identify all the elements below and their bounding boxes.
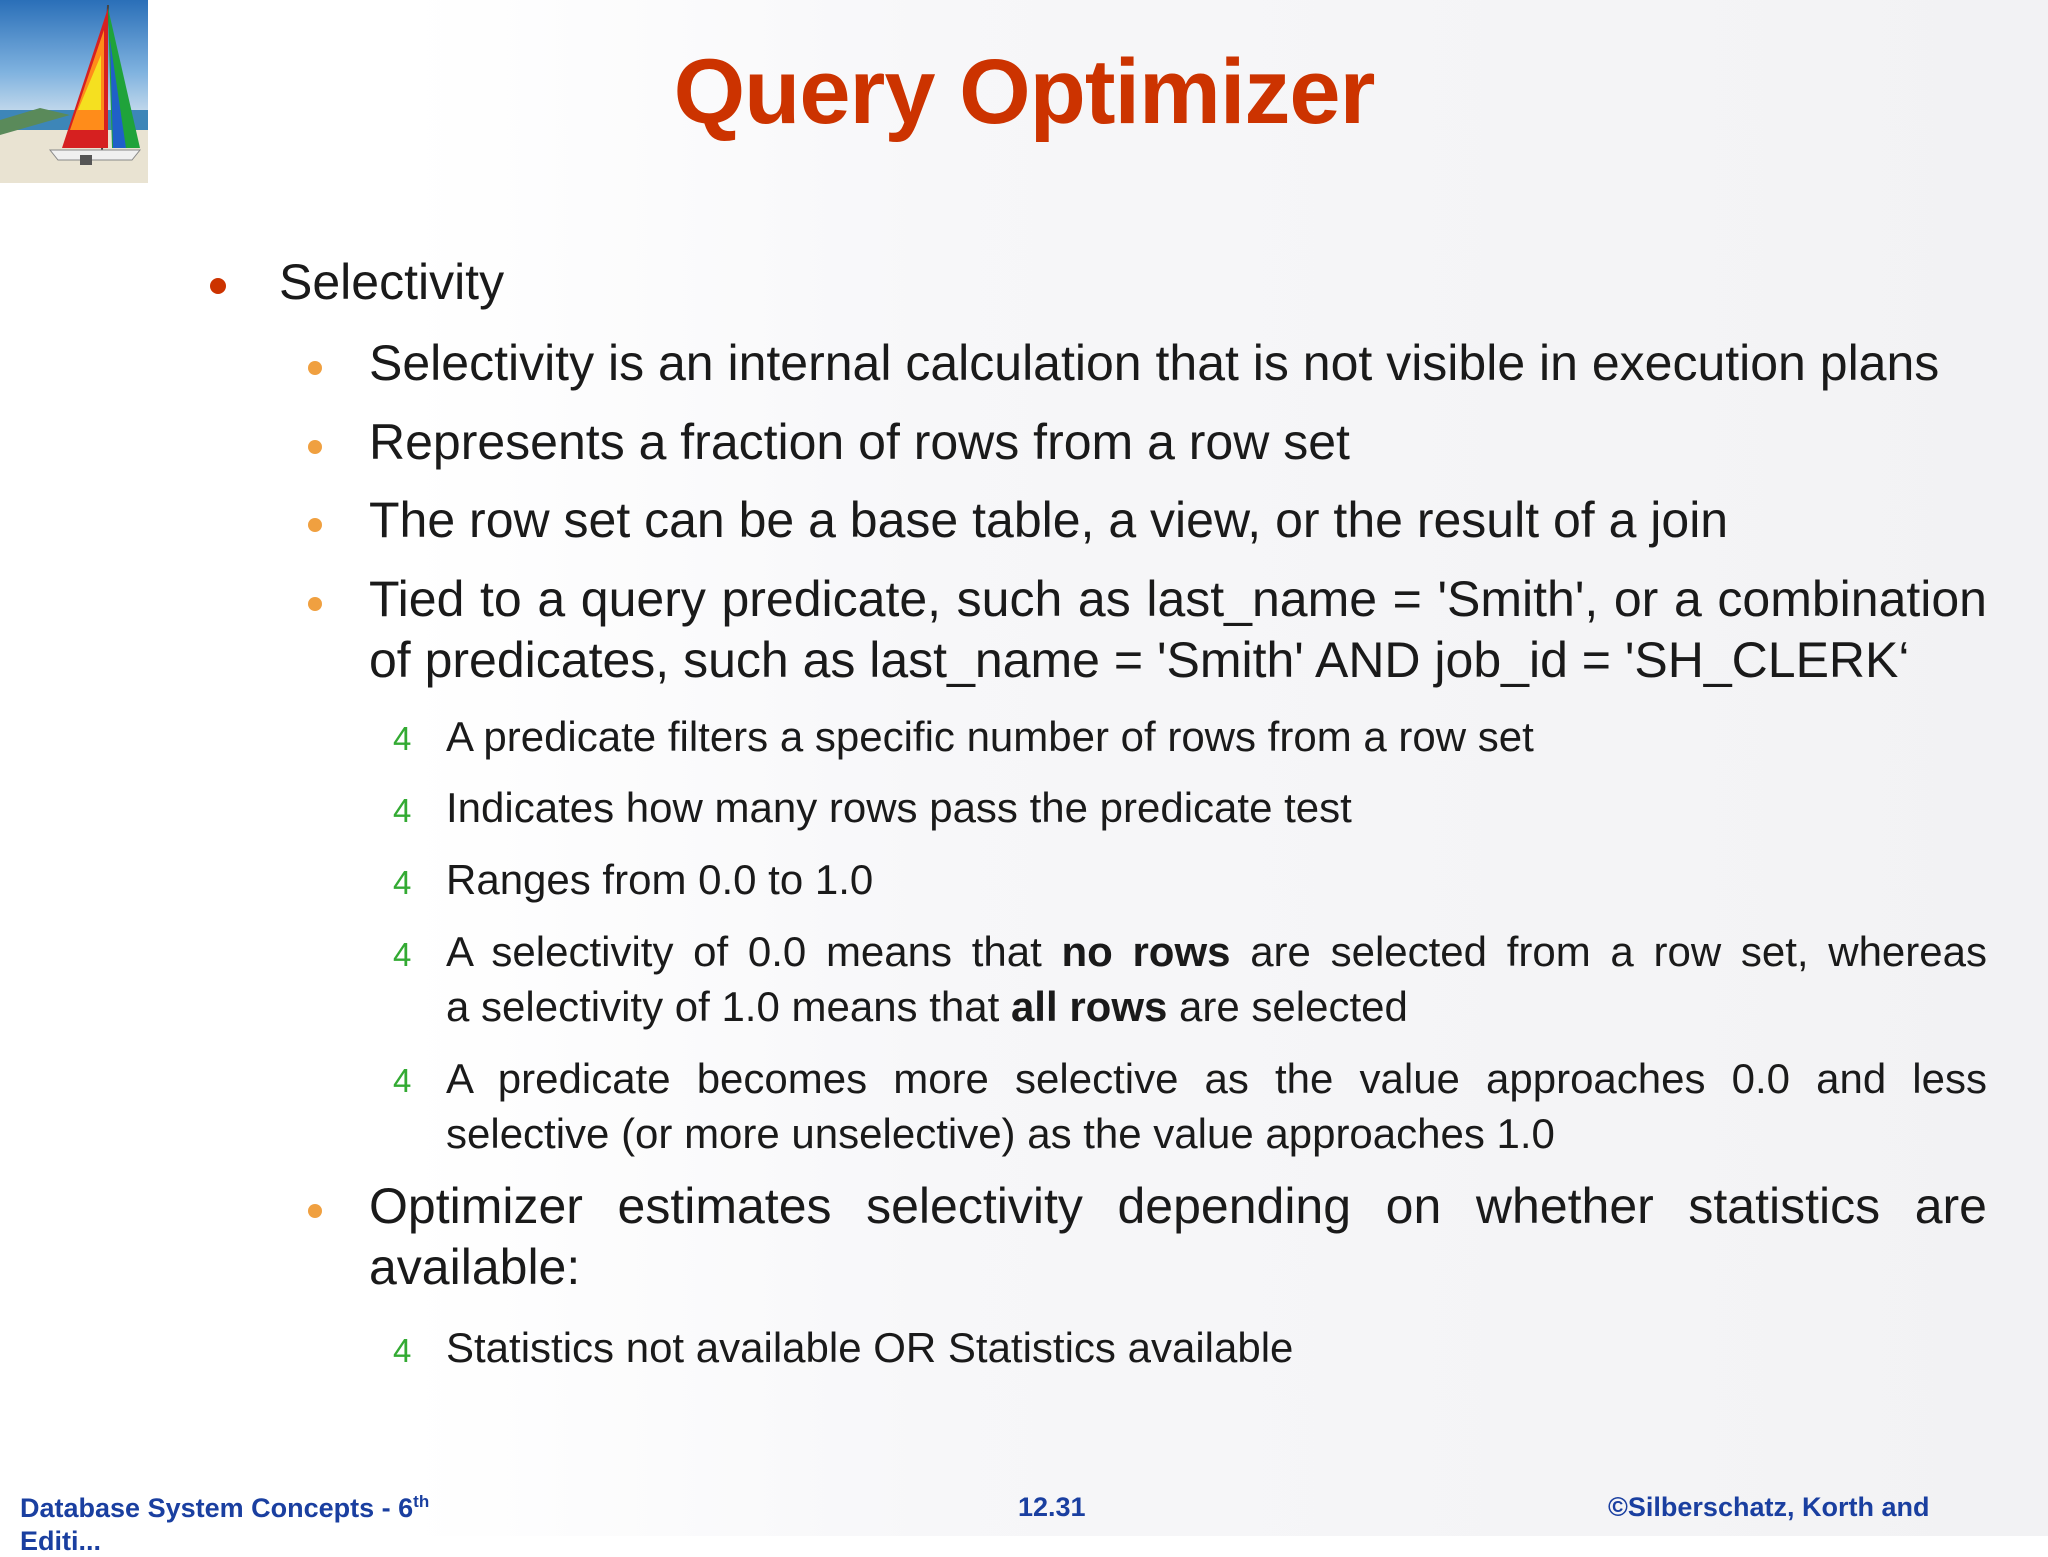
bullet-dot-icon	[308, 518, 322, 532]
sub-bullet-approach-line2: selective (or more unselective) as the value approaches 1.0	[446, 1110, 1555, 1157]
text-run: A selectivity of 0.0 means that	[446, 928, 1062, 975]
footer-left	[20, 1492, 429, 1524]
footer-copyright: ©Silberschatz, Korth and	[1608, 1492, 1930, 1522]
bullet-dot-icon	[210, 278, 226, 294]
sub-bullet-marker-icon: 4	[393, 1062, 412, 1099]
bullet-dot-icon	[308, 1204, 322, 1218]
sub-bullet-marker-icon: 4	[393, 720, 412, 757]
bullet-row-set: The row set can be a base table, a view, or the result of a join	[369, 492, 1729, 548]
sub-bullet-selectivity-meaning-line1	[446, 924, 1987, 979]
bullet-text: Selectivity	[279, 254, 505, 310]
text-run: are selected from a row set, whereas	[1230, 928, 1987, 975]
sub-bullet-marker-icon: 4	[393, 1332, 412, 1369]
sub-bullet-statistics: Statistics not available OR Statistics available	[446, 1324, 1294, 1371]
footer-superscript: th	[413, 1492, 430, 1511]
sub-bullet-pass-test: Indicates how many rows pass the predicate test	[446, 784, 1352, 831]
bold-text: all rows	[1010, 983, 1168, 1030]
bullet-fraction-rows: Represents a fraction of rows from a row set	[369, 414, 1350, 470]
sub-bullet-selectivity-meaning-line2	[446, 979, 1987, 1034]
bullet-internal-calculation: Selectivity is an internal calculation that is not visible in execution plans	[369, 335, 1940, 391]
sub-bullet-approach-line1: A predicate becomes more selective as the value approaches 0.0 and less	[446, 1055, 1987, 1102]
text-run: are selected	[1167, 983, 1408, 1030]
bullet-dot-icon	[308, 440, 322, 454]
sub-bullet-marker-icon: 4	[393, 936, 412, 973]
bold-text: no rows	[1061, 928, 1231, 975]
bullet-dot-icon	[308, 361, 322, 375]
bullet-optimizer-line2: available:	[369, 1239, 581, 1295]
footer-page-number: 12.31	[1018, 1492, 1086, 1522]
sub-bullet-filters-rows: A predicate filters a specific number of rows from a row set	[446, 713, 1534, 760]
sub-bullet-marker-icon: 4	[393, 864, 412, 901]
bullet-predicate-line1: Tied to a query predicate, such as last_name = 'Smith', or a combination	[369, 571, 1987, 627]
slide-title: Query Optimizer	[673, 41, 1375, 143]
bullet-optimizer-line1: Optimizer estimates selectivity depending on whether statistics are	[369, 1178, 1987, 1234]
sub-bullet-marker-icon: 4	[393, 792, 412, 829]
footer-book-title: Database System Concepts - 6	[20, 1493, 414, 1523]
sub-bullet-range: Ranges from 0.0 to 1.0	[446, 856, 874, 903]
text-run: a selectivity of 1.0 means that	[446, 983, 1011, 1030]
bullet-dot-icon	[308, 597, 322, 611]
footer-left-continued: Editi...	[20, 1526, 101, 1556]
bullet-predicate-line2: of predicates, such as last_name = 'Smith' AND job_id = 'SH_CLERK‘	[369, 632, 1910, 688]
